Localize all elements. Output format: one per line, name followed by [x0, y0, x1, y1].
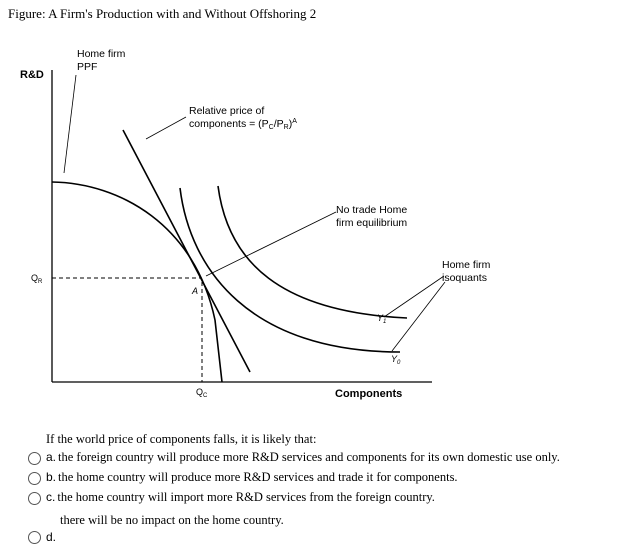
choice-d[interactable]: [28, 510, 618, 546]
question-prompt: If the world price of components falls, it is likely that:: [46, 432, 317, 446]
equilibrium-label-line-2: firm equilibrium: [336, 217, 408, 229]
choice-a-text: the foreign country will produce more R&D services and components for its own domestic use only.: [58, 450, 560, 464]
choice-c-letter: c.: [46, 490, 56, 504]
relative-price-line: [123, 130, 250, 372]
price-label-line-1: Relative price of: [189, 105, 265, 117]
isoquant-leader-y1: [384, 276, 444, 317]
figure-title: Figure: A Firm's Production with and Without Offshoring 2: [8, 6, 317, 21]
y1-label: $Y_1$: [377, 313, 387, 325]
choice-b-text: the home country will produce more R&D services and trade it for components.: [58, 470, 458, 484]
ppf-label-line-1: Home firm: [77, 48, 126, 60]
price-label-line-2: components = $(PC/PR)^A$: [189, 118, 297, 131]
qc-label: $Q_C$: [196, 387, 208, 399]
choice-d-text: there will be no impact on the home country.: [60, 513, 284, 527]
choice-d-letter: d.: [46, 530, 57, 544]
ppf-leader-line: [64, 75, 76, 173]
choice-c[interactable]: [28, 490, 618, 510]
choice-b-letter: b.: [46, 470, 57, 484]
equilibrium-label-line-1: No trade Home: [336, 204, 408, 216]
x-axis-label: Components: [335, 388, 403, 400]
choice-c-radio[interactable]: [28, 492, 41, 505]
choice-a[interactable]: [28, 450, 618, 470]
choice-c-text: the home country will import more R&D services from the foreign country.: [57, 490, 435, 504]
point-a-label: A: [192, 286, 199, 296]
choice-d-radio[interactable]: [28, 531, 41, 544]
ppf-curve: [52, 182, 222, 382]
choice-a-radio[interactable]: [28, 452, 41, 465]
y0-label: $Y_0$: [391, 354, 401, 366]
choice-b-radio[interactable]: [28, 472, 41, 485]
answer-choices: [28, 450, 618, 546]
qr-label: $Q_R$: [31, 273, 43, 285]
price-leader-line: [146, 117, 186, 139]
isoquants-label-line-1: Home firm: [442, 259, 491, 271]
y-axis-label: R&D: [20, 69, 44, 81]
isoquant-leader-y0: [392, 282, 445, 351]
ppf-label-line-2: PPF: [77, 61, 98, 73]
choice-b[interactable]: [28, 470, 618, 490]
choice-a-letter: a.: [46, 450, 57, 464]
equilibrium-leader-line: [206, 212, 336, 276]
isoquants-label-line-2: isoquants: [442, 272, 487, 284]
